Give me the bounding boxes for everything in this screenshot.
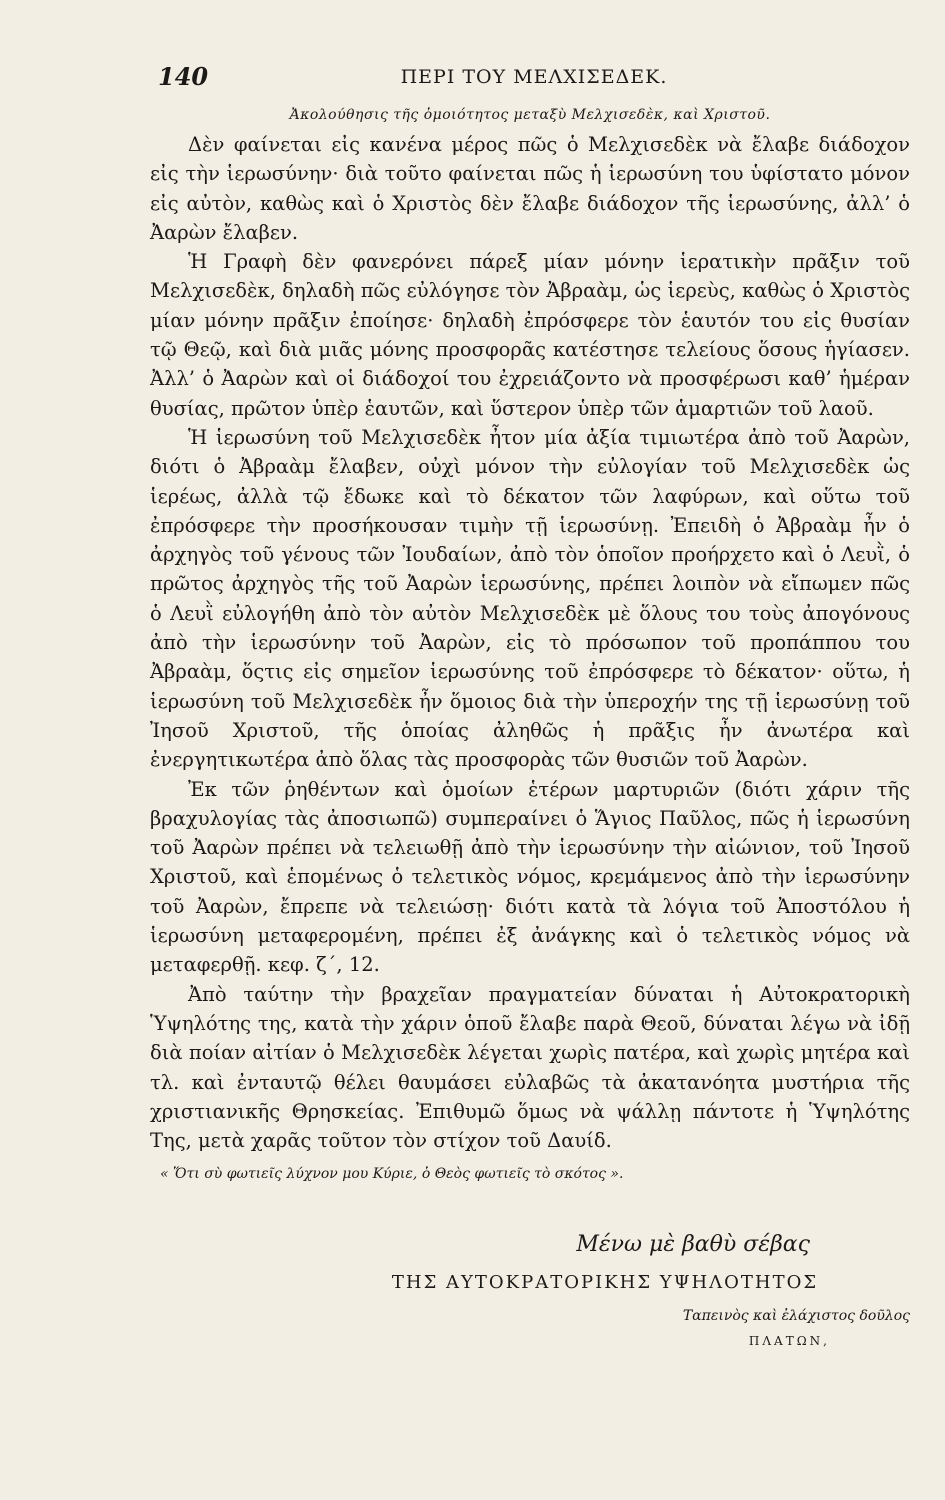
paragraph-2: Ἡ Γραφὴ δὲν φανερόνει πάρεξ μίαν μόνην ἱερατικὴν πρᾶξιν τοῦ Μελχισεδὲκ, δηλαδὴ πῶς εὐλόγησε τὸν Ἀβραὰμ, ὡς ἱερεὺς, καθὼς ὁ Χριστὸς μίαν μόνην πρᾶξιν ἐποίησε· δηλαδὴ ἐπρόσφερε τὸν ἑαυτόν του εἰς θυσίαν τῷ Θεῷ, καὶ διὰ μιᾶς μόνης προσφορᾶς κατέστησε τελείους ὅσους ἡγίασεν. Ἀλλ’ ὁ Ἀαρὼν καὶ οἱ διάδοχοί του ἐχρειάζοντο νὰ προσφέρωσι καθ’ ἡμέραν θυσίας, πρῶτον ὑπὲρ ἑαυτῶν, καὶ ὕστερον ὑπὲρ τῶν ἁμαρτιῶν τοῦ λαοῦ. — [150, 250, 910, 420]
letter-closing — [150, 1225, 910, 1351]
signature: ΠΛΑΤΩΝ, — [748, 1334, 830, 1348]
section-subheading: Ἀκολούθησις τῆς ὁμοιότητος μεταξὺ Μελχισεδὲκ, καὶ Χριστοῦ. — [289, 107, 771, 123]
humble-servant-line: Ταπεινὸς καὶ ἐλάχιστος δοῦλος — [682, 1308, 910, 1324]
valediction: Μένω μὲ βαθὺ σέβας — [576, 1232, 810, 1257]
psalm-quotation: « Ὅτι σὺ φωτιεῖς λύχνον μου Κύριε, ὁ Θεὸς φωτιεῖς τὸ σκότος ». — [160, 1166, 624, 1183]
page-header — [158, 62, 910, 92]
paragraph-3: Ἡ ἱερωσύνη τοῦ Μελχισεδὲκ ἦτον μία ἀξία τιμιωτέρα ἀπὸ τοῦ Ἀαρὼν, διότι ὁ Ἀβραὰμ ἔλαβεν, οὐχὶ μόνον τὴν εὐλογίαν τοῦ Μελχισεδὲκ ὡς ἱερέως, ἀλλὰ τῷ ἔδωκε καὶ τὸ δέκατον τῶν λαφύρων, καὶ οὕτω τοῦ ἐπρόσφερε τὴν προσήκουσαν τιμὴν τῇ ἱερωσύνῃ. Ἐπειδὴ ὁ Ἀβραὰμ ἦν ὁ ἀρχηγὸς τοῦ γένους τῶν Ἰουδαίων, ἀπὸ τὸν ὁποῖον προήρχετο καὶ ὁ Λευῒ, ὁ πρῶτος ἀρχηγὸς τῆς τοῦ Ἀαρὼν ἱερωσύνης, πρέπει λοιπὸν νὰ εἴπωμεν πῶς ὁ Λευῒ εὐλογήθη ἀπὸ τὸν αὐτὸν Μελχισεδὲκ μὲ ὅλους του τοὺς ἀπογόνους ἀπὸ τὴν ἱερωσύνην τοῦ Ἀαρὼν, εἰς τὸ πρόσωπον τοῦ προπάππου του Ἀβραὰμ, ὅςτις εἰς σημεῖον ἱερωσύνης τοῦ ἐπρόσφερε τὸ δέκατον· οὕτω, ἡ ἱερωσύνη τοῦ Μελχισεδὲκ ἦν ὅμοιος διὰ τὴν ὑπεροχήν της τῇ ἱερωσύνῃ τοῦ Ἰησοῦ Χριστοῦ, τῆς ὁποίας ἀληθῶς ἡ πρᾶξις ἦν ἀνωτέρα καὶ ἐνεργητικωτέρα ἀπὸ ὅλας τὰς προσφορὰς τῶν θυσιῶν τοῦ Ἀαρὼν. — [150, 425, 910, 772]
running-title: ΠΕΡΙ ΤΟΥ ΜΕΛΧΙΣΕΔΕΚ. — [400, 66, 668, 88]
page-number: 140 — [158, 62, 209, 91]
body-text — [150, 100, 910, 1189]
paragraph-5: Ἀπὸ ταύτην τὴν βραχεῖαν πραγματείαν δύναται ἡ Αὐτοκρατορικὴ Ὑψηλότης της, κατὰ τὴν χάριν ὁποῦ ἔλαβε παρὰ Θεοῦ, δύναται λέγω νὰ ἰδῇ διὰ ποίαν αἰτίαν ὁ Μελχισεδὲκ λέγεται χωρὶς πατέρα, καὶ χωρὶς μητέρα καὶ τλ. καὶ ἐνταυτῷ θέλει θαυμάσει εὐλαβῶς τὰ ἀκατανόητα μυστήρια τῆς χριστιανικῆς Θρησκείας. Ἐπιθυμῶ ὅμως νὰ ψάλλῃ πάντοτε ἡ Ὑψηλότης Της, μετὰ χαρᾶς τοῦτον τὸν στίχον τοῦ Δαυίδ. — [150, 982, 910, 1153]
addressee-line: ΤΗΣ ΑΥΤΟΚΡΑΤΟΡΙΚΗΣ ΥΨΗΛΟΤΗΤΟΣ — [391, 1272, 819, 1293]
paragraph-4: Ἐκ τῶν ῥηθέντων καὶ ὁμοίων ἑτέρων μαρτυριῶν (διότι χάριν τῆς βραχυλογίας τὰς ἀποσιωπῶ) συμπεραίνει ὁ Ἅγιος Παῦλος, πῶς ἡ ἱερωσύνη τοῦ Ἀαρὼν πρέπει νὰ τελειωθῇ ἀπὸ τὴν ἱερωσύνην τὴν αἰώνιον, τοῦ Ἰησοῦ Χριστοῦ, καὶ ἑπομένως ὁ τελετικὸς νόμος, κρεμάμενος ἀπὸ τὴν ἱερωσύνην τοῦ Ἀαρὼν, ἔπρεπε νὰ τελειώσῃ· διότι κατὰ τὰ λόγια τοῦ Ἀποστόλου ἡ ἱερωσύνη μεταφερομένη, πρέπει ἐξ ἀνάγκης καὶ ὁ τελετικὸς νόμος νὰ μεταφερθῇ. κεφ. ζ΄, 12. — [150, 777, 910, 977]
paragraph-1: Δὲν φαίνεται εἰς κανένα μέρος πῶς ὁ Μελχισεδὲκ νὰ ἔλαβε διάδοχον εἰς τὴν ἱερωσύνην· διὰ τοῦτο φαίνεται πῶς ἡ ἱερωσύνη του ὑφίστατο μόνον εἰς αὐτὸν, καθὼς καὶ ὁ Χριστὸς δὲν ἔλαβε διάδοχον τῆς ἱερωσύνης, ἀλλ’ ὁ Ἀαρὼν ἔλαβεν. — [150, 133, 910, 244]
